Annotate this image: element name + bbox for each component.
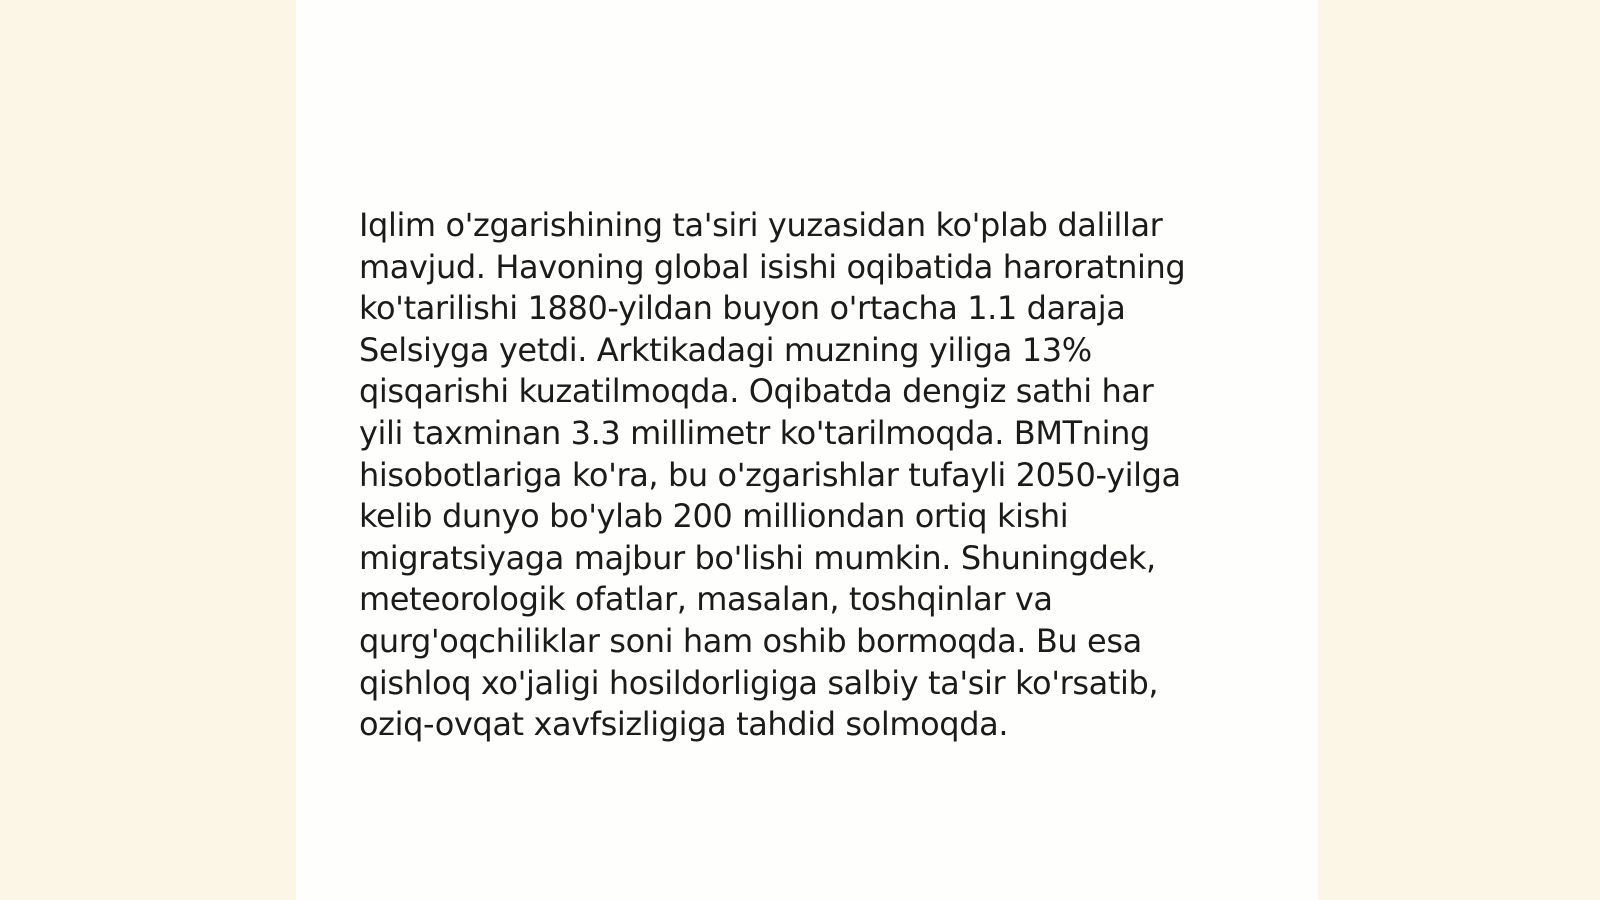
paragraph-line: yili taxminan 3.3 millimetr ko'tarilmoqda. BMTning — [359, 413, 1150, 452]
document-page — [296, 0, 1318, 900]
paragraph-line: oziq-ovqat xavfsizligiga tahdid solmoqda. — [359, 705, 1009, 744]
paragraph-line: qisqarishi kuzatilmoqda. Oqibatda dengiz sathi har — [359, 372, 1154, 411]
paragraph-line: ko'tarilishi 1880-yildan buyon o'rtacha 1.1 daraja — [359, 289, 1126, 328]
paragraph-line: migratsiyaga majbur bo'lishi mumkin. Shuningdek, — [359, 538, 1156, 577]
paragraph-line: qishloq xo'jaligi hosildorligiga salbiy ta'sir ko'rsatib, — [359, 663, 1159, 702]
paragraph-line: qurg'oqchiliklar soni ham oshib bormoqda. Bu esa — [359, 621, 1142, 660]
paragraph-line: Iqlim o'zgarishining ta'siri yuzasidan ko'plab dalillar — [359, 206, 1163, 244]
paragraph-line: meteorologik ofatlar, masalan, toshqinlar va — [359, 580, 1053, 619]
body-paragraph — [359, 205, 1239, 746]
paragraph-line: hisobotlariga ko'ra, bu o'zgarishlar tufayli 2050-yilga — [359, 455, 1181, 494]
paragraph-line: mavjud. Havoning global isishi oqibatida haroratning — [359, 247, 1186, 286]
paragraph-line: kelib dunyo bo'ylab 200 milliondan ortiq kishi — [359, 497, 1069, 536]
paragraph-line: Selsiyga yetdi. Arktikadagi muzning yiliga 13% — [359, 330, 1092, 369]
